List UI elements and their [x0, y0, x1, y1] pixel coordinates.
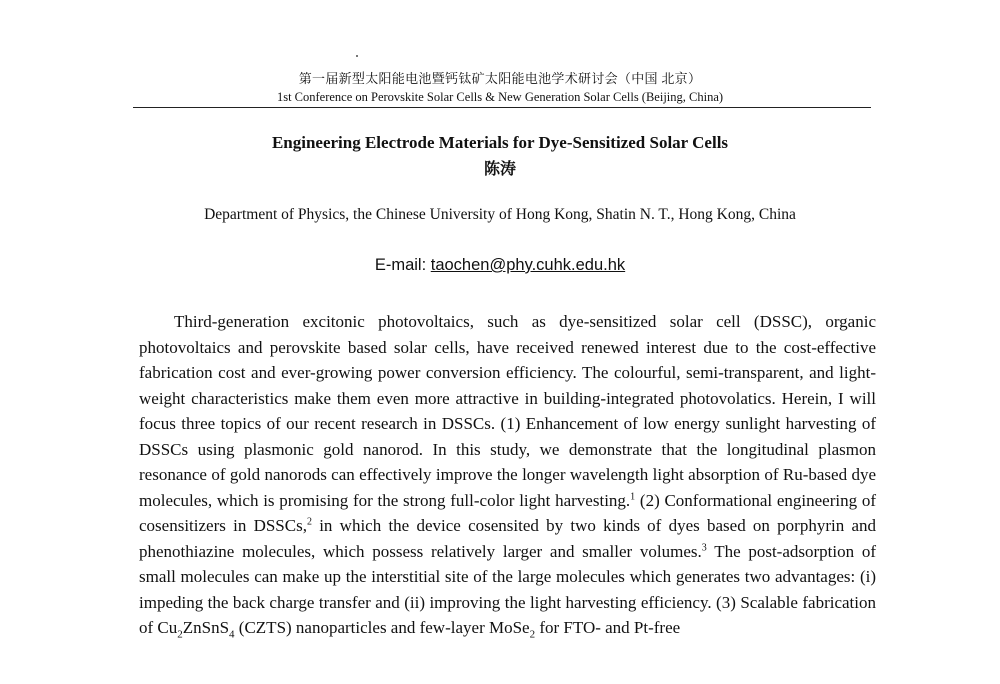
email-label: E-mail:: [374, 256, 431, 274]
abstract-body: [139, 309, 876, 641]
reference-2: 2: [306, 516, 312, 528]
paper-title: Engineering Electrode Materials for Dye-Sensitized Solar Cells: [271, 133, 729, 152]
email-line: [0, 256, 1000, 275]
formula-subscript: 2: [177, 628, 183, 641]
abstract-text: (2) Conformational engineering of cosensitizers in DSSCs,: [139, 490, 876, 535]
formula-text: ZnSnS: [182, 618, 230, 637]
author-name: 陈涛: [483, 161, 516, 178]
conference-header-english: 1st Conference on Perovskite Solar Cells & New Generation Solar Cells (Beijing, China): [276, 90, 724, 104]
reference-1: 1: [630, 490, 636, 502]
scan-speck: [356, 55, 358, 57]
reference-3: 3: [701, 541, 707, 553]
abstract-text: The post-adsorption of small molecules can make up the interstitial site of the large molecules which generates two advantages: (i) impeding the back charge transfer and (ii) improving the light harvesting efficiency. (3) Scalable fabrication of Cu: [139, 541, 876, 637]
formula-subscript: 2: [529, 628, 536, 641]
conference-header-chinese: 第一届新型太阳能电池暨钙钛矿太阳能电池学术研讨会（中国 北京）: [298, 71, 702, 86]
abstract-text: in which the device cosensited by two kinds of dyes based on porphyrin and phenothiazine molecules, which possess relatively larger and smaller volumes.: [139, 516, 877, 561]
abstract-text: (CZTS) nanoparticles and few-layer MoSe: [234, 618, 530, 637]
abstract-paragraph: [139, 309, 876, 641]
header-divider: [133, 107, 871, 108]
abstract-text: for FTO- and Pt-free: [535, 618, 681, 637]
abstract-text: Third-generation excitonic photovoltaics, such as dye-sensitized solar cell (DSSC), organic photovoltaics and perovskite based solar cells, have received renewed interest due to the cost-effective fabrication cost and ever-growing power conversion efficiency. The colourful, semi-transparent, and light-weight characteristics make them even more attractive in building-integrated photovolatics. Herein, I will focus three topics of our recent research in DSSCs. (1) Enhancement of low energy sunlight harvesting of DSSCs using plasmonic gold nanorod. In this study, we demonstrate that the longitudinal plasmon resonance of gold nanorods can effectively improve the longer wavelength light absorption of Ru-based dye molecules, which is promising for the strong full-color light harvesting.: [139, 312, 876, 510]
email-link[interactable]: taochen@phy.cuhk.edu.hk: [430, 256, 626, 274]
affiliation: Department of Physics, the Chinese University of Hong Kong, Shatin N. T., Hong Kong, China: [204, 206, 796, 223]
formula-subscript: 4: [229, 628, 235, 641]
